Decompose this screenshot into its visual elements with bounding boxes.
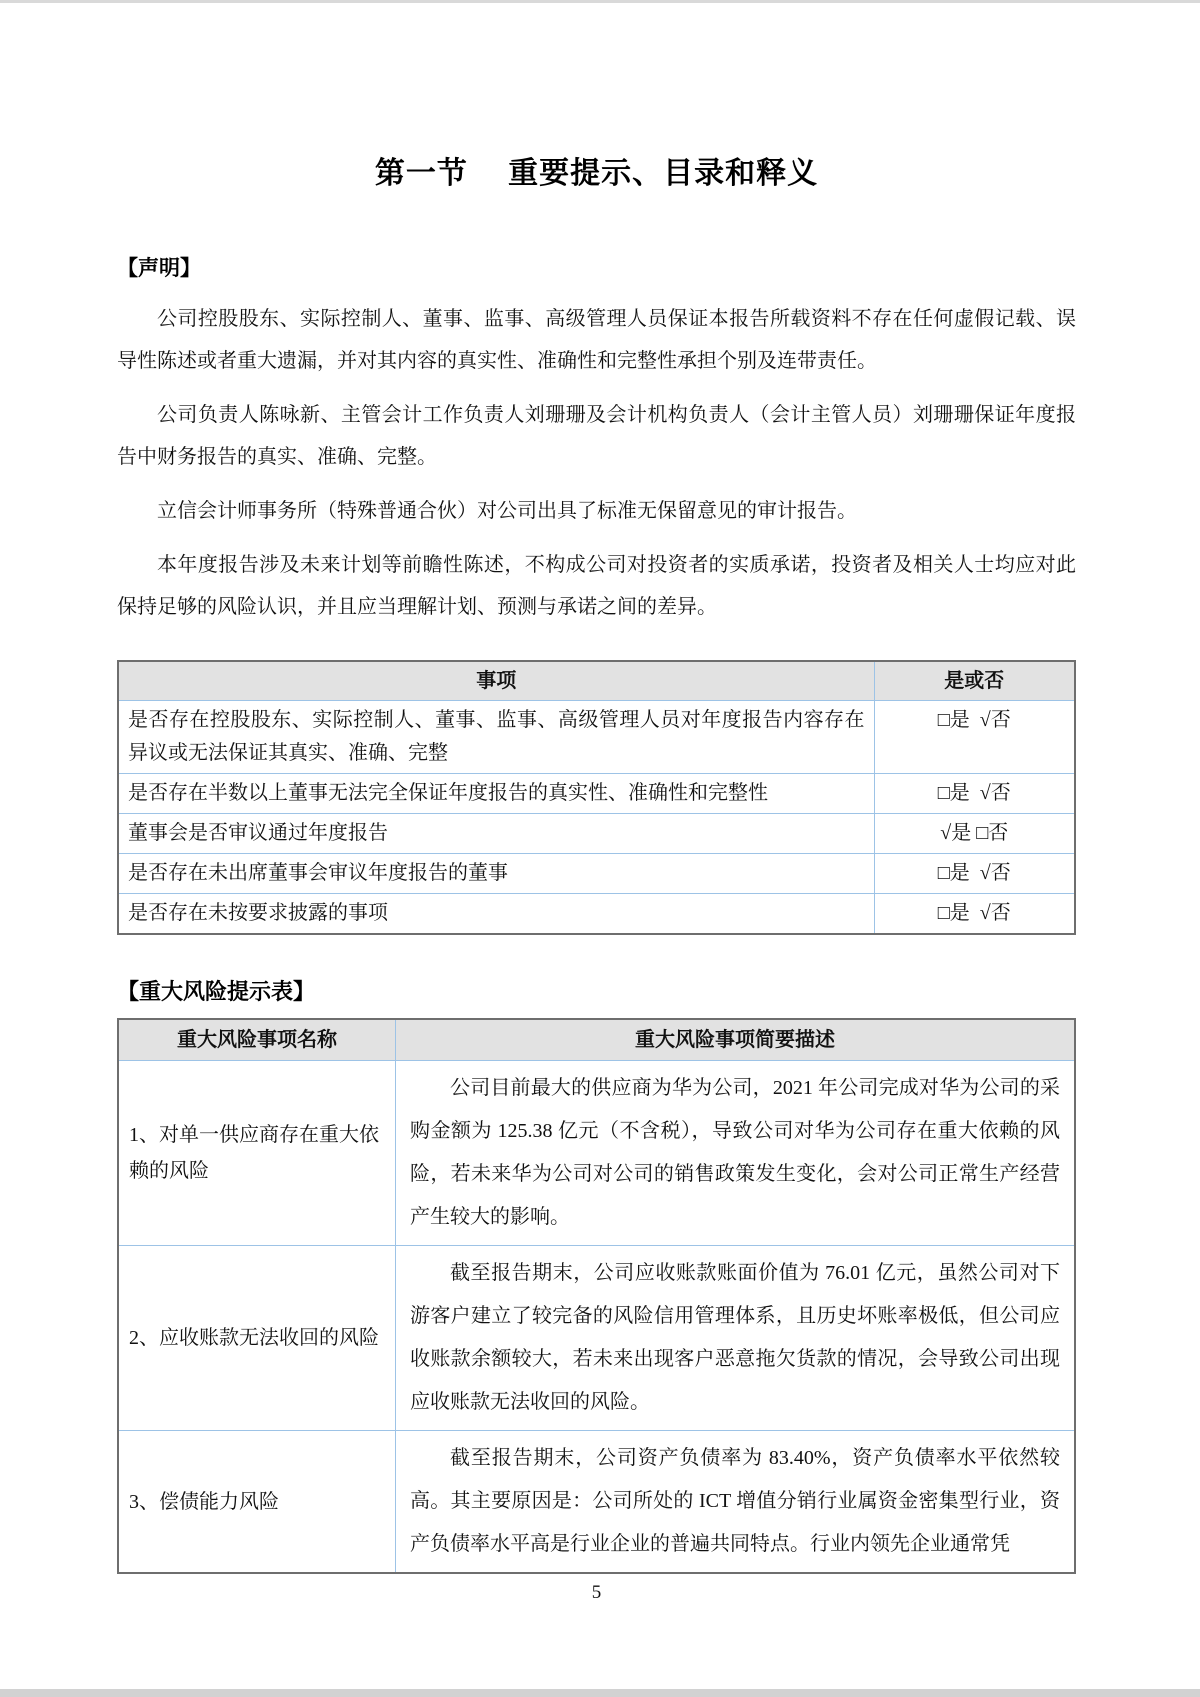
answer-cell: □是 √否 [874, 701, 1075, 774]
risk-description-text: 截至报告期末，公司资产负债率为 83.40%，资产负债率水平依然较高。其主要原因是：公司所处的 ICT 增值分销行业属资金密集型行业，资产负债率水平高是行业企业的普遍共同特点。行业内领先企业通常凭 [410, 1447, 1060, 1555]
item-cell: 是否存在半数以上董事无法完全保证年度报告的真实性、准确性和完整性 [118, 774, 874, 814]
table-row [118, 1246, 1075, 1431]
risk-header-description: 重大风险事项简要描述 [396, 1019, 1075, 1061]
declaration-paragraph-4: 本年度报告涉及未来计划等前瞻性陈述，不构成公司对投资者的实质承诺，投资者及相关人士均应对此保持足够的风险认识，并且应当理解计划、预测与承诺之间的差异。 [117, 554, 1076, 618]
answer-cell: □是 √否 [874, 854, 1075, 894]
risk-description-text: 公司目前最大的供应商为华为公司，2021 年公司完成对华为公司的采购金额为 125.38 亿元（不含税），导致公司对华为公司存在重大依赖的风险，若未来华为公司对公司的销售政策发生变化，会对公司正常生产经营产生较大的影响。 [410, 1077, 1060, 1228]
item-cell: 董事会是否审议通过年度报告 [118, 814, 874, 854]
page-title: 第一节 重要提示、目录和释义 [374, 157, 819, 190]
risk-description-cell [396, 1431, 1075, 1574]
table-row [118, 774, 1075, 814]
risk-description-cell [396, 1246, 1075, 1431]
major-risk-table [117, 1018, 1076, 1574]
table-row [118, 894, 1075, 935]
risk-name-cell: 1、对单一供应商存在重大依赖的风险 [118, 1061, 396, 1246]
item-cell: 是否存在控股股东、实际控制人、董事、监事、高级管理人员对年度报告内容存在异议或无法保证其真实、准确、完整 [118, 701, 874, 774]
declaration-paragraph-3: 立信会计师事务所（特殊普通合伙）对公司出具了标准无保留意见的审计报告。 [157, 500, 857, 522]
declaration-paragraph-2: 公司负责人陈咏新、主管会计工作负责人刘珊珊及会计机构负责人（会计主管人员）刘珊珊保证年度报告中财务报告的真实、准确、完整。 [117, 404, 1076, 468]
page-top-edge [0, 0, 1200, 3]
risk-header-name: 重大风险事项名称 [118, 1019, 396, 1061]
risk-table-heading: 【重大风险提示表】 [117, 979, 316, 1004]
table-row [118, 701, 1075, 774]
yes-no-header-answer: 是或否 [874, 661, 1075, 701]
answer-cell: √是 □否 [874, 814, 1075, 854]
page-number: 5 [591, 1582, 602, 1603]
answer-cell: □是 √否 [874, 774, 1075, 814]
table-row [118, 814, 1075, 854]
item-cell: 是否存在未出席董事会审议年度报告的董事 [118, 854, 874, 894]
answer-cell: □是 √否 [874, 894, 1075, 935]
declaration-paragraph-1: 公司控股股东、实际控制人、董事、监事、高级管理人员保证本报告所载资料不存在任何虚假记载、误导性陈述或者重大遗漏，并对其内容的真实性、准确性和完整性承担个别及连带责任。 [117, 308, 1076, 372]
table-row [118, 1431, 1075, 1574]
risk-description-text: 截至报告期末，公司应收账款账面价值为 76.01 亿元，虽然公司对下游客户建立了较完备的风险信用管理体系，且历史坏账率极低，但公司应收账款余额较大，若未来出现客户恶意拖欠货款的情况，会导致公司出现应收账款无法收回的风险。 [410, 1262, 1060, 1413]
yes-no-table-header-row [118, 661, 1075, 701]
risk-table-header-row [118, 1019, 1075, 1061]
risk-description-cell [396, 1061, 1075, 1246]
yes-no-table [117, 660, 1076, 935]
table-row [118, 854, 1075, 894]
declaration-heading: 【声明】 [117, 257, 201, 280]
yes-no-header-item: 事项 [118, 661, 874, 701]
risk-name-cell: 3、偿债能力风险 [118, 1431, 396, 1574]
item-cell: 是否存在未按要求披露的事项 [118, 894, 874, 935]
page-bottom-edge [0, 1689, 1200, 1697]
table-row [118, 1061, 1075, 1246]
page-content [0, 148, 1200, 1604]
risk-name-cell: 2、应收账款无法收回的风险 [118, 1246, 396, 1431]
